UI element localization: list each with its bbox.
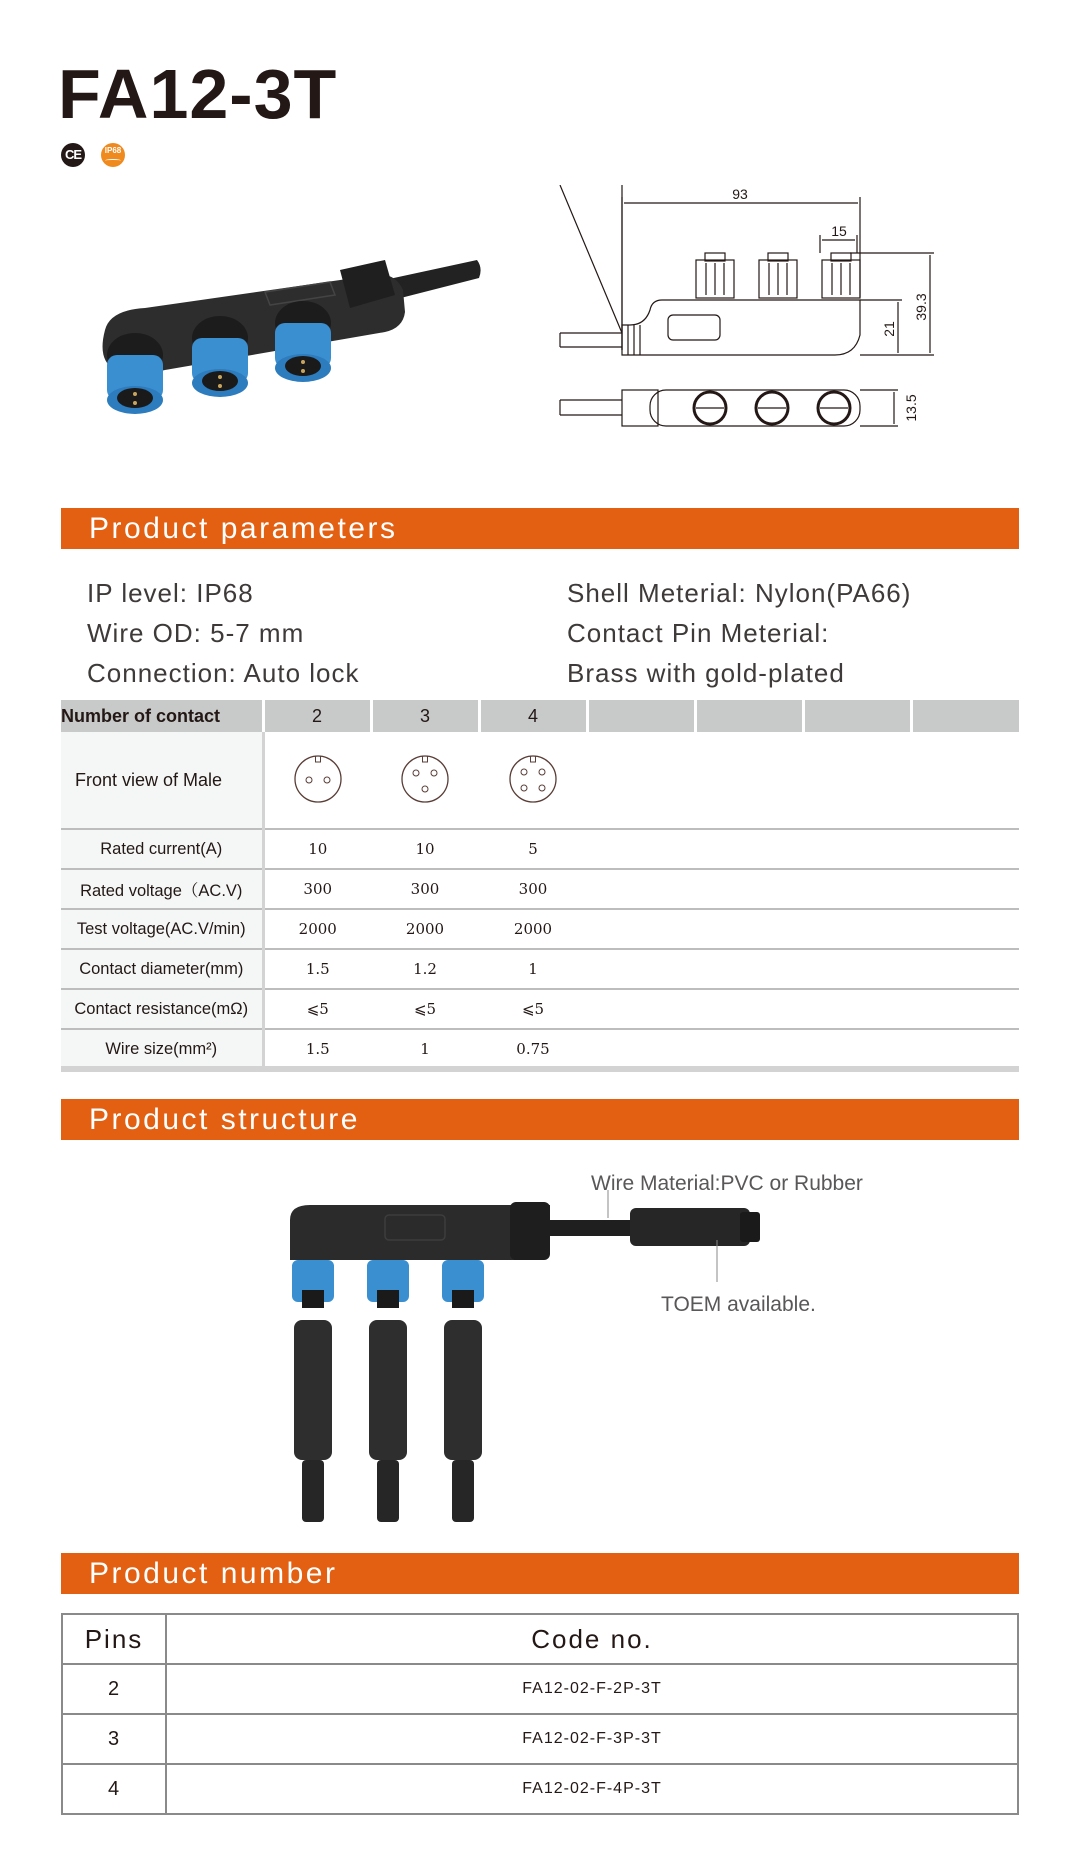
oem-note: TOEM available.: [661, 1293, 816, 1316]
product-photo: [85, 220, 485, 420]
structure-nut-1: [292, 1260, 334, 1308]
cable: [550, 1220, 630, 1236]
pins-value: 2: [62, 1664, 166, 1714]
spec-value: 300: [371, 869, 479, 909]
contact-count: 2: [263, 700, 371, 732]
spec-row-label: Rated current(A): [61, 829, 263, 869]
ce-mark-icon: CE: [61, 143, 85, 167]
blue-nut-2: [192, 316, 248, 397]
code-value: FA12-02-F-4P-3T: [166, 1764, 1018, 1814]
contact-count: 3: [371, 700, 479, 732]
spec-value: 2000: [263, 909, 371, 949]
param-wire-od: Wire OD: 5-7 mm: [87, 618, 305, 648]
spec-value: ⩽5: [263, 989, 371, 1029]
pin-layout-4-icon: [507, 752, 559, 804]
dim-body-height-label: 21: [881, 321, 897, 337]
male-plug-3: [444, 1320, 482, 1522]
code-value: FA12-02-F-2P-3T: [166, 1664, 1018, 1714]
dim-thickness-label: 13.5: [903, 394, 919, 422]
spec-row-contact-diameter: [61, 949, 1019, 989]
section-header-number: [61, 1553, 1019, 1594]
spec-row-rated-current: [61, 829, 1019, 869]
code-header: Code no.: [166, 1614, 1018, 1664]
pin-layout-3-icon: [399, 752, 451, 804]
spec-table: [61, 700, 1019, 1068]
structure-nut-3: [442, 1260, 484, 1308]
param-shell-material: Shell Meterial: Nylon(PA66): [567, 578, 912, 608]
male-plug-1: [294, 1320, 332, 1522]
spec-value: 2000: [371, 909, 479, 949]
blue-nut-3: [275, 301, 331, 382]
product-number-table: [61, 1613, 1019, 1815]
spec-value: 0.75: [479, 1029, 587, 1068]
empty-header-cell: [911, 700, 1019, 732]
spec-value: 1.2: [371, 949, 479, 989]
spec-value: 1.5: [263, 1029, 371, 1068]
spec-row-label: Rated voltage（AC.V): [61, 869, 263, 909]
pins-value: 3: [62, 1714, 166, 1764]
front-view-label: Front view of Male: [61, 732, 263, 829]
number-row: [62, 1714, 1018, 1764]
dim-length-label: 93: [732, 186, 748, 202]
inline-plug: [630, 1208, 750, 1246]
param-contact-pin-material: Contact Pin Meterial:: [567, 618, 830, 648]
spec-value: ⩽5: [479, 989, 587, 1029]
spec-value: 300: [263, 869, 371, 909]
dim-pitch-label: 15: [831, 223, 847, 239]
spec-row-label: Test voltage(AC.V/min): [61, 909, 263, 949]
pins-header: Pins: [62, 1614, 166, 1664]
pin-layout-4: [479, 732, 587, 829]
pins-value: 4: [62, 1764, 166, 1814]
spec-value: 10: [371, 829, 479, 869]
section-title-parameters: Product parameters: [89, 512, 398, 545]
number-row: [62, 1764, 1018, 1814]
empty-header-cell: [803, 700, 911, 732]
pin-layout-3: [371, 732, 479, 829]
spec-value: 300: [479, 869, 587, 909]
structure-illustration: [280, 1190, 820, 1530]
ip68-badge-text: IP68: [104, 146, 122, 155]
spec-value: 10: [263, 829, 371, 869]
spec-row-label: Contact resistance(mΩ): [61, 989, 263, 1029]
blue-nut-1: [107, 333, 163, 414]
spec-value: 1.5: [263, 949, 371, 989]
section-header-structure: [61, 1099, 1019, 1140]
pin-layout-2: [263, 732, 371, 829]
spec-row-wire-size: [61, 1029, 1019, 1068]
spec-header-label: Number of contact: [61, 700, 263, 732]
spec-row-contact-resistance: [61, 989, 1019, 1029]
number-header-row: [62, 1614, 1018, 1664]
empty-header-cell: [695, 700, 803, 732]
empty-header-cell: [587, 700, 695, 732]
ip68-badge-icon: [101, 143, 125, 167]
dimension-drawing: [550, 185, 950, 445]
structure-nut-2: [367, 1260, 409, 1308]
spec-value: 2000: [479, 909, 587, 949]
section-title-structure: Product structure: [89, 1103, 360, 1136]
spec-value: 5: [479, 829, 587, 869]
spec-row-label: Wire size(mm²): [61, 1029, 263, 1068]
spec-row-test-voltage: [61, 909, 1019, 949]
param-connection: Connection: Auto lock: [87, 658, 360, 688]
spec-value: 1: [479, 949, 587, 989]
spec-row-rated-voltage: [61, 869, 1019, 909]
param-contact-pin-material-value: Brass with gold-plated: [567, 658, 845, 688]
number-row: [62, 1664, 1018, 1714]
spec-value: 1: [371, 1029, 479, 1068]
pin-layout-2-icon: [292, 752, 344, 804]
spec-header-row: [61, 700, 1019, 732]
spec-row-label: Contact diameter(mm): [61, 949, 263, 989]
param-ip-level: IP level: IP68: [87, 578, 254, 608]
product-title: FA12-3T: [58, 55, 338, 133]
dim-total-height-label: 39.3: [913, 293, 929, 321]
wire-material-note: Wire Material:PVC or Rubber: [591, 1172, 863, 1195]
male-plug-2: [369, 1320, 407, 1522]
code-value: FA12-02-F-3P-3T: [166, 1714, 1018, 1764]
table-bottom-divider: [61, 1066, 1019, 1072]
contact-count: 4: [479, 700, 587, 732]
front-view-row: [61, 732, 1019, 829]
section-header-parameters: [61, 508, 1019, 549]
spec-value: ⩽5: [371, 989, 479, 1029]
section-title-number: Product number: [89, 1557, 338, 1590]
